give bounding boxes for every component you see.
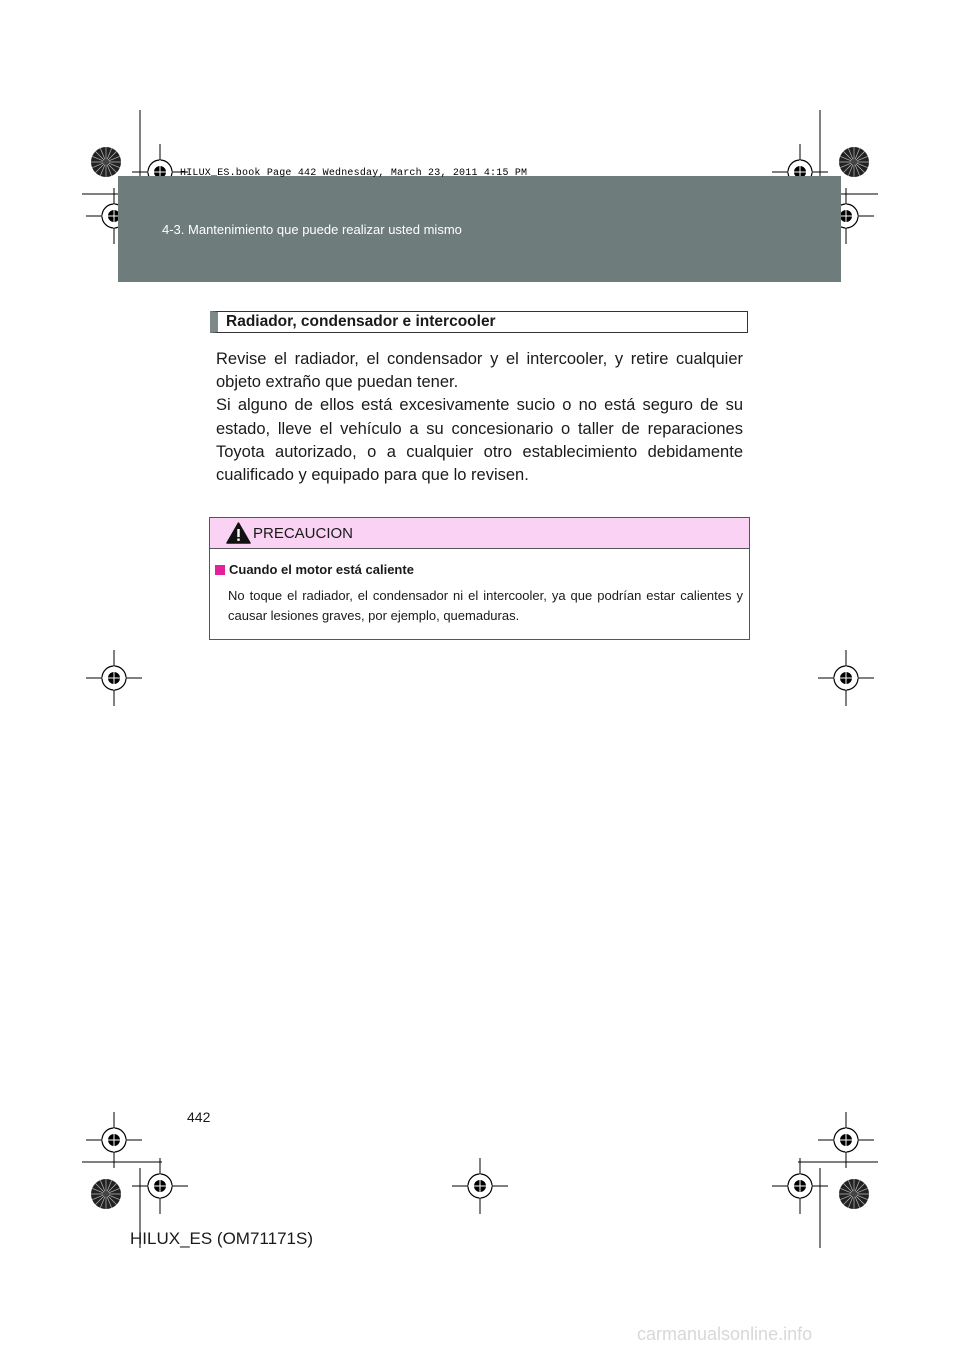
manual-code: HILUX_ES (OM71171S) [130, 1229, 313, 1248]
caution-item-title [215, 562, 414, 577]
caution-header [210, 518, 749, 549]
caution-title: PRECAUCION [253, 525, 354, 542]
warning-triangle-icon [226, 522, 251, 544]
square-bullet-icon [215, 565, 225, 575]
section-label: 4-3. Mantenimiento que puede realizar usted mismo [162, 222, 462, 237]
caution-item-title-text: Cuando el motor está caliente [229, 562, 414, 577]
watermark: carmanualsonline.info [637, 1324, 813, 1344]
caution-box [209, 517, 750, 640]
page-number: 442 [187, 1109, 211, 1125]
book-file-stamp: HILUX_ES.book Page 442 Wednesday, March 23, 2011 4:15 PM [180, 168, 528, 179]
topic-body [216, 348, 743, 487]
body-paragraph-2: Si alguno de ellos está excesivamente sucio o no está seguro de su estado, lleve el vehículo a su concesionario o taller de reparaciones Toyota autorizado, o a cualquier otro establecimiento debidamente cualificado y equipado para que lo revisen. [216, 396, 743, 485]
body-paragraph-1: Revise el radiador, el condensador y el intercooler, y retire cualquier objeto extraño que puedan tener. [216, 350, 743, 392]
caution-item-text: No toque el radiador, el condensador ni el intercooler, ya que podrían estar calientes y causar lesiones graves, por ejemplo, quemaduras. [228, 588, 743, 623]
topic-heading: Radiador, condensador e intercooler [210, 311, 748, 333]
